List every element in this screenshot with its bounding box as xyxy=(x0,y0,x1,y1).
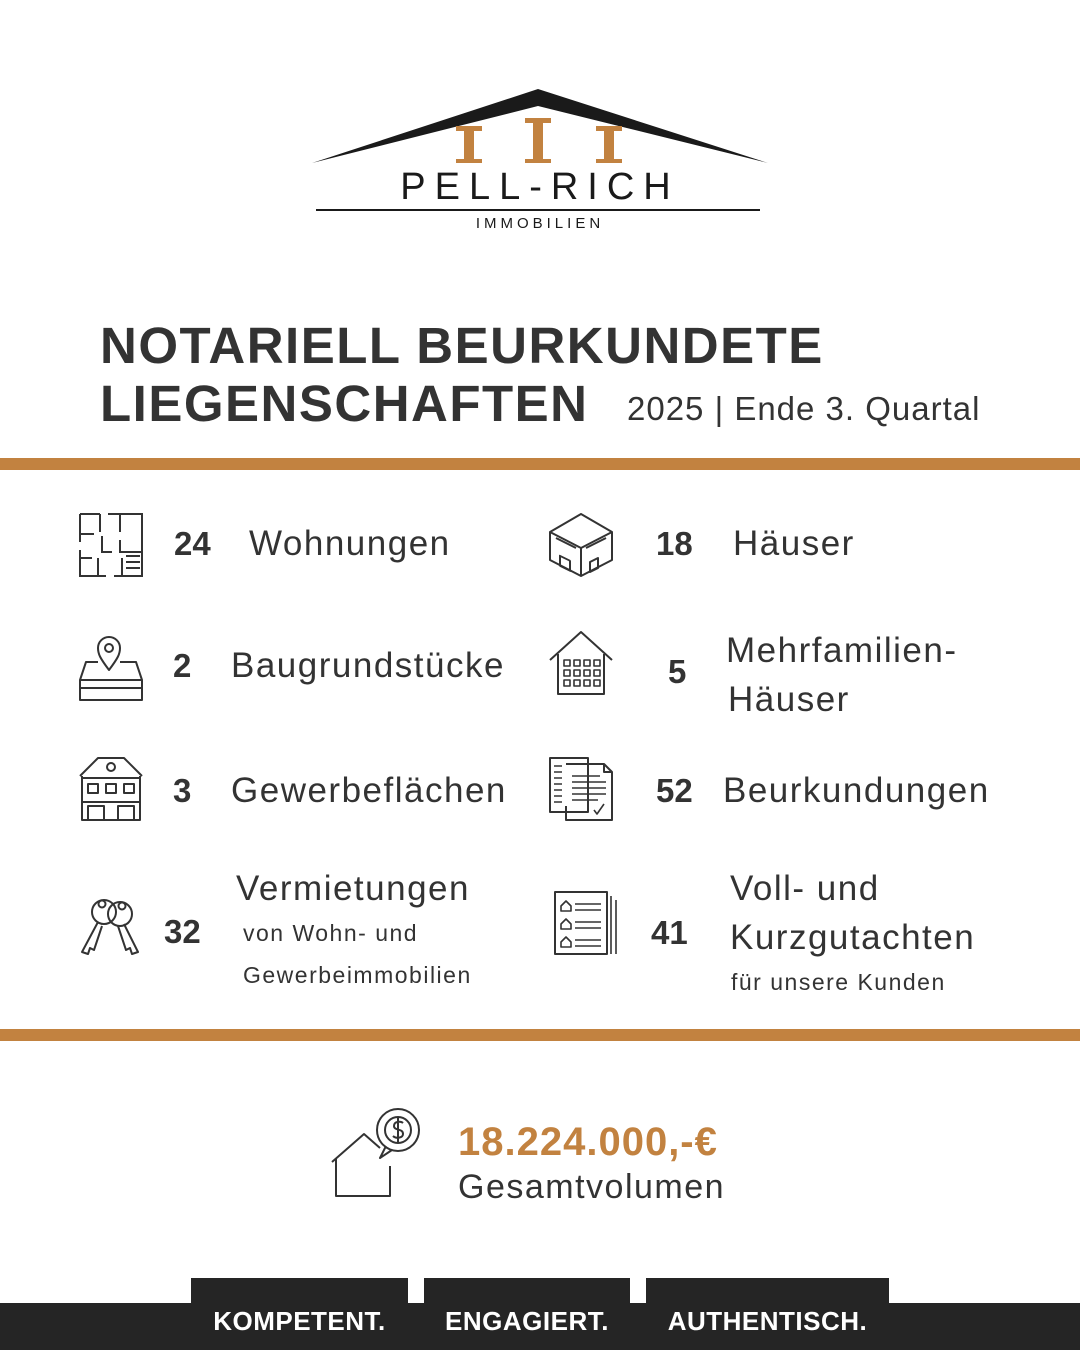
page-title-line-2: LIEGENSCHAFTEN xyxy=(100,375,589,432)
stat-label-rentals: Vermietungen xyxy=(236,869,470,908)
stat-label-appraisals-line-2: Kurzgutachten xyxy=(730,918,976,957)
stat-label-plots: Baugrundstücke xyxy=(231,646,505,685)
stat-value-commercial: 3 xyxy=(173,772,192,809)
stat-label-houses: Häuser xyxy=(733,524,855,563)
stat-sub-rentals-line-1: von Wohn- und xyxy=(243,920,419,946)
documents-icon xyxy=(548,756,614,822)
stat-label-multifamily-line-1: Mehrfamilien- xyxy=(726,631,958,670)
house-money-icon xyxy=(330,1106,426,1200)
footer-tag-competent: KOMPETENT. xyxy=(191,1278,408,1350)
stat-value-rentals: 32 xyxy=(164,913,201,950)
logo-tagline: IMMOBILIEN xyxy=(475,215,605,232)
stat-value-notarizations: 52 xyxy=(656,772,693,809)
apartment-building-icon xyxy=(548,630,614,696)
keys-icon xyxy=(78,892,144,958)
top-divider xyxy=(0,458,1080,470)
stat-value-apartments: 24 xyxy=(174,525,211,562)
total-volume-label: Gesamtvolumen xyxy=(458,1168,726,1206)
stat-label-appraisals-line-1: Voll- und xyxy=(730,869,880,908)
stat-value-plots: 2 xyxy=(173,647,192,684)
footer-tag-authentic: AUTHENTISCH. xyxy=(646,1278,889,1350)
stat-sub-appraisals: für unsere Kunden xyxy=(731,969,946,995)
commercial-building-icon xyxy=(78,756,144,822)
stat-value-houses: 18 xyxy=(656,525,693,562)
stat-label-multifamily-line-2: Häuser xyxy=(728,680,850,719)
stat-label-apartments: Wohnungen xyxy=(249,524,451,563)
floorplan-icon xyxy=(78,512,144,578)
page-title-line-1: NOTARIELL BEURKUNDETE xyxy=(100,317,824,374)
total-volume-value: 18.224.000,-€ xyxy=(458,1120,718,1164)
period-subtitle: 2025 | Ende 3. Quartal xyxy=(627,390,981,427)
company-logo xyxy=(300,80,780,240)
property-list-icon xyxy=(553,890,619,956)
land-plot-icon xyxy=(78,636,144,702)
stat-sub-rentals-line-2: Gewerbeimmobilien xyxy=(243,962,472,988)
house-icon xyxy=(548,512,614,578)
logo-wordmark: PELL-RICH xyxy=(400,166,680,208)
stat-label-notarizations: Beurkundungen xyxy=(723,771,990,810)
stat-label-commercial: Gewerbeflächen xyxy=(231,771,507,810)
stat-value-multifamily: 5 xyxy=(668,653,687,690)
bottom-divider xyxy=(0,1029,1080,1041)
stat-value-appraisals: 41 xyxy=(651,914,688,951)
footer-tag-engaged: ENGAGIERT. xyxy=(424,1278,630,1350)
